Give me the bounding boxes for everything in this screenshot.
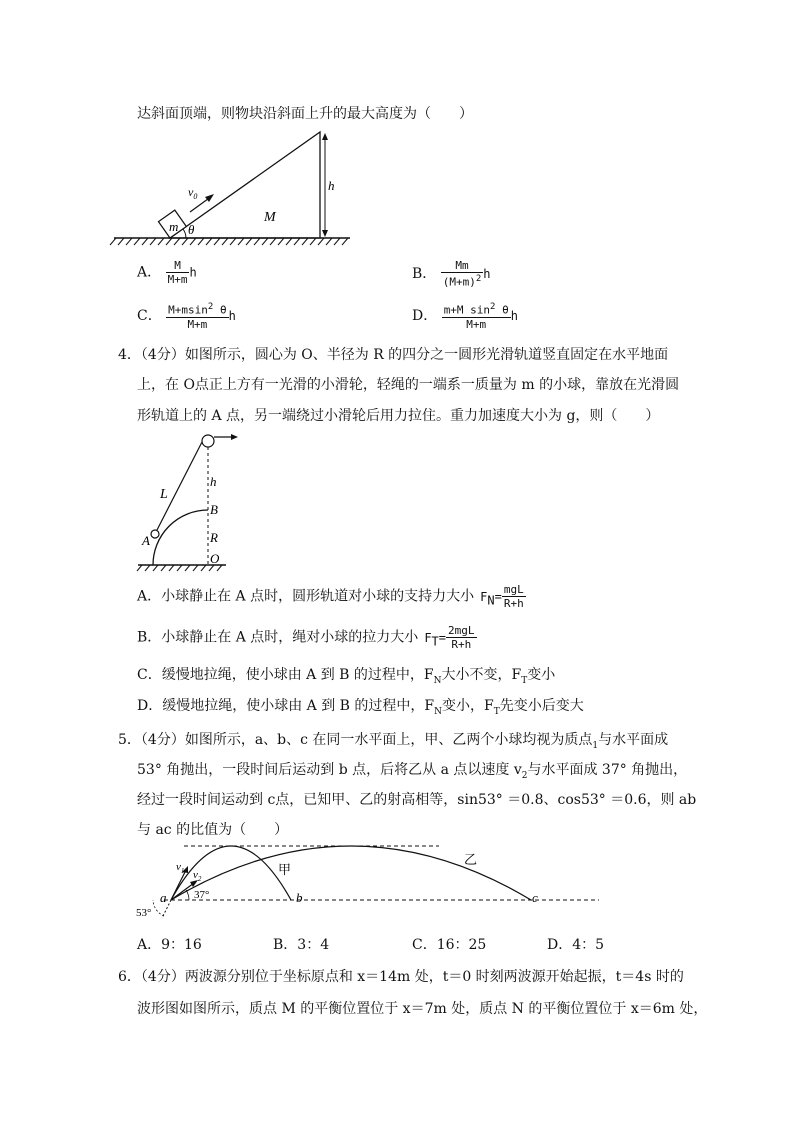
q5-c-label: c [532, 890, 538, 905]
q5-stem-line-2: 53° 角抛出，一段时间后运动到 b 点，后将乙从 a 点以速度 $v_2$与水平面成 37° 角抛出， [137, 762, 688, 781]
q4-pulley-figure [134, 428, 254, 574]
q4-stem-line-2: 上，在 O点正上方有一光滑的小滑轮，轻绳的一端系一质量为 m 的小球，靠放在光滑圆 [137, 377, 680, 393]
q3-m-label: m [169, 219, 179, 234]
q3-stem-tail: 达斜面顶端，则物块沿斜面上升的最大高度为（ ） [137, 106, 473, 122]
q3-incline-figure [108, 124, 358, 246]
q3-v0-label: $v_0$ [188, 185, 198, 201]
q6-stem-line-2: 波形图如图所示，质点 M 的平衡位置位于 x＝7m 处，质点 N 的平衡位置位于 x＝6m 处， [137, 1001, 708, 1017]
q4-stem-line-3: 形轨道上的 A 点，另一端绕过小滑轮后用力拉住。重力加速度大小为 g，则（ ） [137, 408, 660, 424]
q3-option-c[interactable]: C． $\frac{M+msin^2 \theta}{M+m}$ h [137, 302, 236, 331]
q4-B-label: B [210, 502, 218, 517]
q4-option-d[interactable]: D．缓慢地拉绳，使小球由 A 到 B 的过程中，$F_N$变小，$F_T$先变小后变大 [137, 698, 584, 717]
q5-yi-label: 乙 [464, 852, 478, 867]
q3-option-d[interactable]: D． $\frac{m+M \sin^2 \theta}{M+m}$ h [412, 302, 518, 331]
q5-stem-line-1: 5．（4分）如图所示，a、b、c 在同一水平面上，甲、乙两个小球均视为质点$_1$与水平面成 [118, 732, 669, 751]
q3-option-b[interactable]: B． $\frac{Mm}{(M+m)^2}$ h [412, 259, 491, 289]
q4-L-label: L [160, 487, 168, 502]
q5-stem-line-4: 与 ac 的比值为（ ） [137, 822, 289, 838]
q5-stem-line-3: 经过一段时间运动到 c点，已知甲、乙的射高相等，sin53° ＝0.8、cos53° ＝0.6，则 ab [137, 792, 697, 808]
q4-option-c[interactable]: C．缓慢地拉绳，使小球由 A 到 B 的过程中，$F_N$大小不变，$F_T$变小 [137, 667, 556, 686]
q4-option-b[interactable]: B．小球静止在 A 点时，绳对小球的拉力大小 $F_T=$ $\frac{\text{2mgL}}{R+h}$ [137, 624, 475, 651]
q5-angle-53-label: 53° [136, 907, 152, 919]
q3-option-a[interactable]: A． $\frac{M}{M+m}$ h [137, 259, 197, 286]
q3-theta-label: θ [188, 222, 195, 237]
q5-angle-37-label: 37° [194, 889, 210, 901]
q3-h-label: h [328, 178, 335, 193]
q5-projectile-figure [134, 842, 604, 924]
q5-option-c[interactable]: C．16：25 [412, 937, 487, 953]
q5-option-d[interactable]: D．4：5 [547, 937, 605, 953]
q4-R-label: R [210, 530, 218, 545]
q4-stem-line-1: 4．（4分）如图所示，圆心为 O、半径为 R 的四分之一圆形光滑轨道竖直固定在水平地面 [118, 347, 669, 363]
q5-a-label: a [160, 890, 167, 905]
q4-O-label: O [210, 551, 220, 566]
q4-A-label: A [142, 533, 150, 548]
q5-b-label: b [296, 890, 303, 905]
q4-h-label: h [210, 474, 217, 489]
q5-v1-label: $v_1$ [176, 861, 185, 875]
q5-option-b[interactable]: B．3：4 [273, 937, 330, 953]
q5-option-a[interactable]: A．9：16 [137, 937, 202, 953]
q6-stem-line-1: 6．（4分）两波源分别位于坐标原点和 x＝14m 处，t＝0 时刻两波源开始起振，t＝4s 时的 [118, 969, 684, 985]
q4-option-a[interactable]: A．小球静止在 A 点时，圆形轨道对小球的支持力大小 $F_N=$ $\frac{\text{mgL}}{R+h}$ [137, 583, 524, 610]
q3-M-label: M [264, 210, 276, 225]
q5-v2-label: $v_2$ [193, 869, 202, 883]
q5-jia-label: 甲 [278, 862, 292, 877]
